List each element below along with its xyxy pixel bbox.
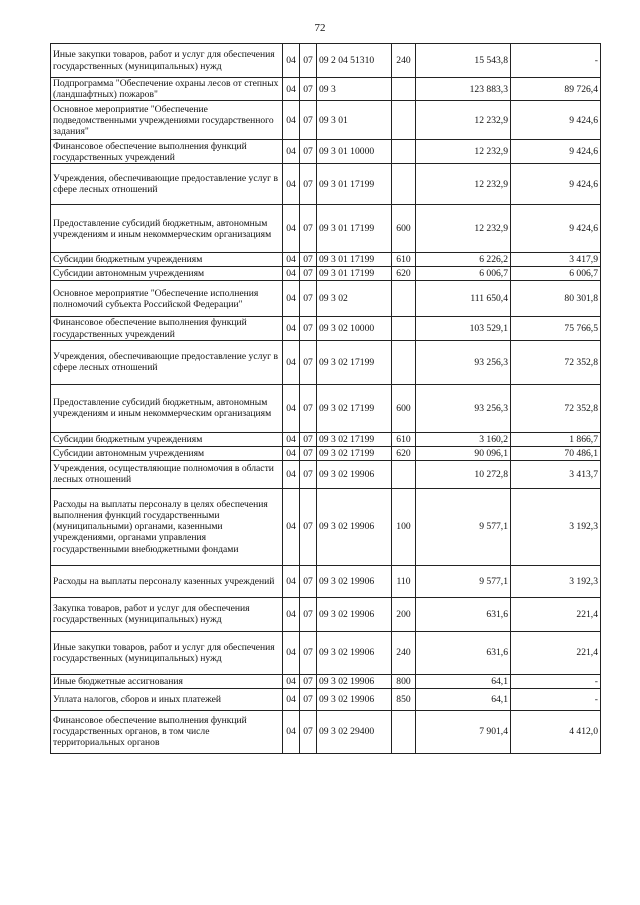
table-row <box>51 317 601 340</box>
table-row <box>51 488 601 565</box>
row-target-article: 09 3 02 17199 <box>317 384 392 432</box>
row-subsection-code: 07 <box>300 140 317 164</box>
row-amount-2: 72 352,8 <box>511 340 601 384</box>
row-expense-type: 850 <box>392 688 416 710</box>
row-amount-1: 631,6 <box>416 597 511 631</box>
row-section-code: 04 <box>283 446 300 460</box>
row-section-code: 04 <box>283 281 300 317</box>
row-expense-type <box>392 140 416 164</box>
row-target-article: 09 3 02 10000 <box>317 317 392 340</box>
row-name: Субсидии бюджетным учреждениям <box>51 432 283 446</box>
row-name: Предоставление субсидий бюджетным, автономным учреждениям и иным некоммерческим организациям <box>51 205 283 253</box>
row-subsection-code: 07 <box>300 101 317 140</box>
row-subsection-code: 07 <box>300 384 317 432</box>
table-row <box>51 460 601 488</box>
table-row <box>51 710 601 753</box>
row-expense-type <box>392 78 416 101</box>
row-subsection-code: 07 <box>300 164 317 205</box>
row-target-article: 09 3 <box>317 78 392 101</box>
row-amount-1: 12 232,9 <box>416 164 511 205</box>
row-name: Учреждения, обеспечивающие предоставление услуг в сфере лесных отношений <box>51 164 283 205</box>
row-subsection-code: 07 <box>300 688 317 710</box>
row-section-code: 04 <box>283 488 300 565</box>
row-section-code: 04 <box>283 674 300 688</box>
row-target-article: 09 3 02 19906 <box>317 460 392 488</box>
row-expense-type <box>392 317 416 340</box>
row-section-code: 04 <box>283 432 300 446</box>
row-subsection-code: 07 <box>300 565 317 597</box>
row-amount-1: 6 006,7 <box>416 267 511 281</box>
table-row <box>51 384 601 432</box>
row-section-code: 04 <box>283 164 300 205</box>
row-section-code: 04 <box>283 44 300 78</box>
row-target-article: 09 2 04 51310 <box>317 44 392 78</box>
row-expense-type: 800 <box>392 674 416 688</box>
row-amount-1: 631,6 <box>416 631 511 674</box>
row-amount-2: 9 424,6 <box>511 164 601 205</box>
row-section-code: 04 <box>283 710 300 753</box>
row-expense-type: 110 <box>392 565 416 597</box>
row-subsection-code: 07 <box>300 253 317 267</box>
row-expense-type: 100 <box>392 488 416 565</box>
row-target-article: 09 3 02 17199 <box>317 432 392 446</box>
row-amount-1: 123 883,3 <box>416 78 511 101</box>
row-section-code: 04 <box>283 340 300 384</box>
page-number: 72 <box>314 22 326 34</box>
row-amount-1: 64,1 <box>416 688 511 710</box>
row-expense-type <box>392 460 416 488</box>
row-expense-type: 610 <box>392 432 416 446</box>
row-amount-2: 89 726,4 <box>511 78 601 101</box>
row-amount-1: 12 232,9 <box>416 101 511 140</box>
budget-table <box>50 43 601 754</box>
row-section-code: 04 <box>283 267 300 281</box>
row-expense-type: 600 <box>392 384 416 432</box>
row-target-article: 09 3 02 17199 <box>317 340 392 384</box>
row-name: Иные закупки товаров, работ и услуг для обеспечения государственных (муниципальных) нужд <box>51 631 283 674</box>
row-name: Предоставление субсидий бюджетным, автономным учреждениям и иным некоммерческим организациям <box>51 384 283 432</box>
row-section-code: 04 <box>283 78 300 101</box>
row-target-article: 09 3 01 17199 <box>317 253 392 267</box>
row-amount-1: 3 160,2 <box>416 432 511 446</box>
row-amount-2: 9 424,6 <box>511 140 601 164</box>
row-subsection-code: 07 <box>300 674 317 688</box>
row-target-article: 09 3 01 <box>317 101 392 140</box>
row-amount-1: 12 232,9 <box>416 140 511 164</box>
row-amount-2: 3 417,9 <box>511 253 601 267</box>
row-subsection-code: 07 <box>300 205 317 253</box>
row-name: Финансовое обеспечение выполнения функций государственных органов, в том числе территориальных органов <box>51 710 283 753</box>
row-amount-2: 6 006,7 <box>511 267 601 281</box>
row-subsection-code: 07 <box>300 631 317 674</box>
row-target-article: 09 3 02 17199 <box>317 446 392 460</box>
row-amount-2: 72 352,8 <box>511 384 601 432</box>
row-name: Субсидии автономным учреждениям <box>51 267 283 281</box>
row-amount-2: 1 866,7 <box>511 432 601 446</box>
row-amount-1: 9 577,1 <box>416 565 511 597</box>
row-section-code: 04 <box>283 140 300 164</box>
row-amount-1: 10 272,8 <box>416 460 511 488</box>
row-subsection-code: 07 <box>300 488 317 565</box>
row-name: Закупка товаров, работ и услуг для обеспечения государственных (муниципальных) нужд <box>51 597 283 631</box>
row-section-code: 04 <box>283 253 300 267</box>
row-expense-type <box>392 281 416 317</box>
row-subsection-code: 07 <box>300 597 317 631</box>
row-amount-1: 111 650,4 <box>416 281 511 317</box>
row-subsection-code: 07 <box>300 446 317 460</box>
table-row <box>51 44 601 78</box>
row-section-code: 04 <box>283 688 300 710</box>
row-target-article: 09 3 02 19906 <box>317 565 392 597</box>
row-name: Подпрограмма "Обеспечение охраны лесов от степных (ландшафтных) пожаров" <box>51 78 283 101</box>
row-name: Иные закупки товаров, работ и услуг для обеспечения государственных (муниципальных) нужд <box>51 44 283 78</box>
row-name: Основное мероприятие "Обеспечение исполнения полномочий субъекта Российской Федерации" <box>51 281 283 317</box>
row-subsection-code: 07 <box>300 78 317 101</box>
row-amount-2: - <box>511 688 601 710</box>
row-target-article: 09 3 01 17199 <box>317 164 392 205</box>
row-amount-1: 6 226,2 <box>416 253 511 267</box>
row-target-article: 09 3 01 17199 <box>317 267 392 281</box>
row-target-article: 09 3 02 19906 <box>317 631 392 674</box>
table-row <box>51 205 601 253</box>
table-row <box>51 631 601 674</box>
row-target-article: 09 3 01 10000 <box>317 140 392 164</box>
row-name: Финансовое обеспечение выполнения функций государственных учреждений <box>51 140 283 164</box>
row-name: Расходы на выплаты персоналу в целях обеспечения выполнения функций государственными (муниципальными) органами, казенными учреждениями, органами управления государственными внебюджетными фондами <box>51 488 283 565</box>
row-expense-type <box>392 710 416 753</box>
row-section-code: 04 <box>283 565 300 597</box>
row-name: Уплата налогов, сборов и иных платежей <box>51 688 283 710</box>
row-amount-1: 90 096,1 <box>416 446 511 460</box>
table-row <box>51 446 601 460</box>
row-target-article: 09 3 02 <box>317 281 392 317</box>
table-row <box>51 140 601 164</box>
row-name: Основное мероприятие "Обеспечение подведомственными учреждениями государственного задания" <box>51 101 283 140</box>
row-amount-1: 93 256,3 <box>416 340 511 384</box>
row-expense-type: 620 <box>392 446 416 460</box>
row-name: Учреждения, осуществляющие полномочия в области лесных отношений <box>51 460 283 488</box>
row-expense-type <box>392 101 416 140</box>
row-expense-type: 600 <box>392 205 416 253</box>
row-expense-type: 610 <box>392 253 416 267</box>
table-row <box>51 267 601 281</box>
row-amount-2: 80 301,8 <box>511 281 601 317</box>
row-amount-2: 9 424,6 <box>511 101 601 140</box>
row-amount-2: 221,4 <box>511 597 601 631</box>
row-amount-2: 4 412,0 <box>511 710 601 753</box>
row-section-code: 04 <box>283 317 300 340</box>
row-subsection-code: 07 <box>300 460 317 488</box>
budget-table-body <box>51 44 601 754</box>
row-section-code: 04 <box>283 460 300 488</box>
table-row <box>51 340 601 384</box>
row-section-code: 04 <box>283 631 300 674</box>
table-row <box>51 688 601 710</box>
row-section-code: 04 <box>283 384 300 432</box>
row-amount-1: 12 232,9 <box>416 205 511 253</box>
table-row <box>51 101 601 140</box>
table-row <box>51 674 601 688</box>
table-row <box>51 253 601 267</box>
row-amount-2: 75 766,5 <box>511 317 601 340</box>
row-subsection-code: 07 <box>300 281 317 317</box>
row-expense-type: 200 <box>392 597 416 631</box>
row-amount-2: - <box>511 44 601 78</box>
table-row <box>51 164 601 205</box>
row-expense-type: 240 <box>392 44 416 78</box>
row-amount-1: 103 529,1 <box>416 317 511 340</box>
row-target-article: 09 3 02 29400 <box>317 710 392 753</box>
table-row <box>51 597 601 631</box>
row-amount-1: 64,1 <box>416 674 511 688</box>
row-subsection-code: 07 <box>300 44 317 78</box>
row-subsection-code: 07 <box>300 317 317 340</box>
table-row <box>51 281 601 317</box>
row-target-article: 09 3 01 17199 <box>317 205 392 253</box>
row-amount-2: 3 192,3 <box>511 565 601 597</box>
row-subsection-code: 07 <box>300 710 317 753</box>
row-amount-1: 93 256,3 <box>416 384 511 432</box>
row-amount-2: - <box>511 674 601 688</box>
row-name: Субсидии автономным учреждениям <box>51 446 283 460</box>
row-amount-1: 7 901,4 <box>416 710 511 753</box>
row-amount-2: 9 424,6 <box>511 205 601 253</box>
row-amount-2: 70 486,1 <box>511 446 601 460</box>
row-amount-2: 3 192,3 <box>511 488 601 565</box>
row-expense-type: 620 <box>392 267 416 281</box>
row-subsection-code: 07 <box>300 432 317 446</box>
row-subsection-code: 07 <box>300 267 317 281</box>
row-amount-1: 9 577,1 <box>416 488 511 565</box>
row-subsection-code: 07 <box>300 340 317 384</box>
table-row <box>51 565 601 597</box>
row-name: Расходы на выплаты персоналу казенных учреждений <box>51 565 283 597</box>
table-row <box>51 78 601 101</box>
row-section-code: 04 <box>283 205 300 253</box>
row-expense-type <box>392 164 416 205</box>
table-row <box>51 432 601 446</box>
row-name: Иные бюджетные ассигнования <box>51 674 283 688</box>
row-name: Субсидии бюджетным учреждениям <box>51 253 283 267</box>
row-section-code: 04 <box>283 597 300 631</box>
row-name: Финансовое обеспечение выполнения функций государственных учреждений <box>51 317 283 340</box>
row-target-article: 09 3 02 19906 <box>317 597 392 631</box>
row-expense-type <box>392 340 416 384</box>
row-amount-2: 3 413,7 <box>511 460 601 488</box>
row-section-code: 04 <box>283 101 300 140</box>
row-target-article: 09 3 02 19906 <box>317 488 392 565</box>
row-expense-type: 240 <box>392 631 416 674</box>
row-amount-2: 221,4 <box>511 631 601 674</box>
row-target-article: 09 3 02 19906 <box>317 674 392 688</box>
row-amount-1: 15 543,8 <box>416 44 511 78</box>
row-name: Учреждения, обеспечивающие предоставление услуг в сфере лесных отношений <box>51 340 283 384</box>
row-target-article: 09 3 02 19906 <box>317 688 392 710</box>
